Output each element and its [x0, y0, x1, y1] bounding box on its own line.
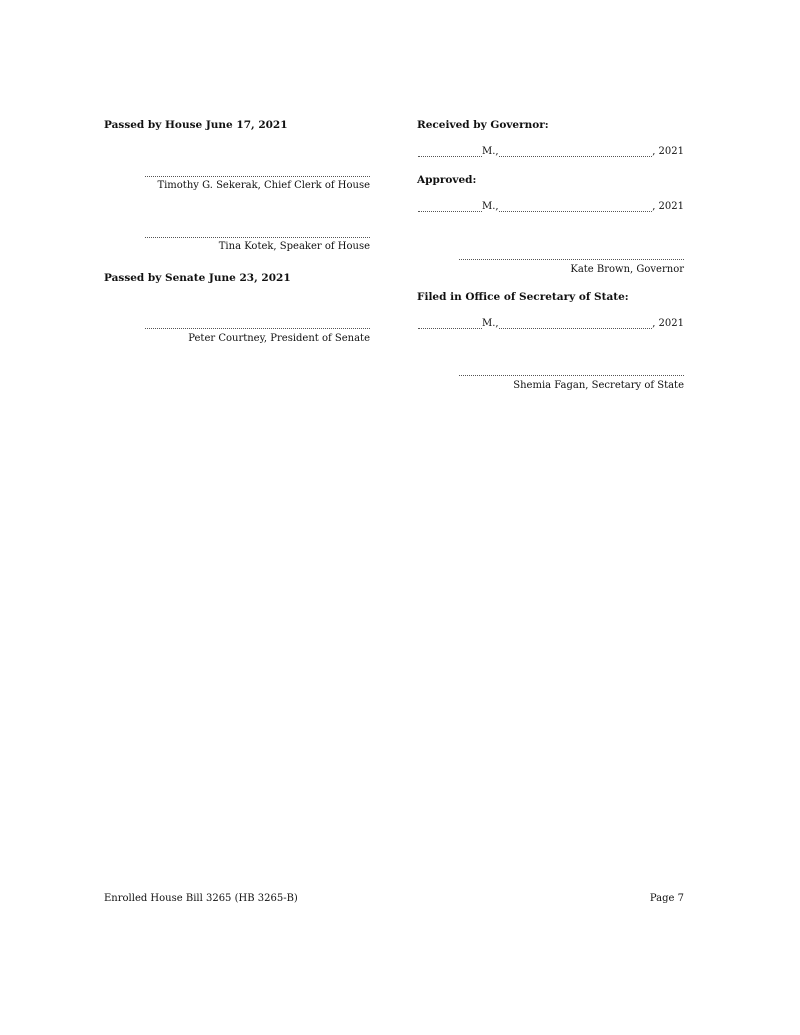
senate-passed-heading: Passed by Senate June 23, 2021 [104, 272, 291, 284]
approved-date-line [418, 201, 684, 212]
hour-blank [418, 202, 482, 212]
secretary-signature-caption: Shemia Fagan, Secretary of State [513, 380, 684, 391]
received-heading: Received by Governor: [417, 119, 549, 131]
president-signature-caption: Peter Courtney, President of Senate [188, 333, 370, 344]
filed-heading: Filed in Office of Secretary of State: [417, 291, 629, 303]
governor-signature-caption: Kate Brown, Governor [570, 264, 684, 275]
page-number: Page 7 [649, 893, 684, 904]
secretary-signature-line [459, 375, 684, 376]
hour-blank [418, 147, 482, 157]
president-signature-line [145, 328, 370, 329]
approved-heading: Approved: [417, 174, 477, 186]
house-passed-heading: Passed by House June 17, 2021 [104, 119, 288, 131]
time-marker: M., [482, 318, 499, 329]
year-label: , 2021 [652, 146, 684, 157]
speaker-signature-caption: Tina Kotek, Speaker of House [218, 241, 370, 252]
time-marker: M., [482, 201, 499, 212]
bill-identifier: Enrolled House Bill 3265 (HB 3265-B) [104, 893, 298, 904]
speaker-signature-line [145, 237, 370, 238]
time-marker: M., [482, 146, 499, 157]
filed-date-line [418, 318, 684, 329]
clerk-signature-caption: Timothy G. Sekerak, Chief Clerk of House [157, 180, 370, 191]
clerk-signature-line [145, 176, 370, 177]
year-label: , 2021 [652, 201, 684, 212]
date-blank [499, 147, 653, 157]
date-blank [499, 319, 653, 329]
hour-blank [418, 319, 482, 329]
governor-signature-line [459, 259, 684, 260]
received-date-line [418, 146, 684, 157]
date-blank [499, 202, 653, 212]
year-label: , 2021 [652, 318, 684, 329]
